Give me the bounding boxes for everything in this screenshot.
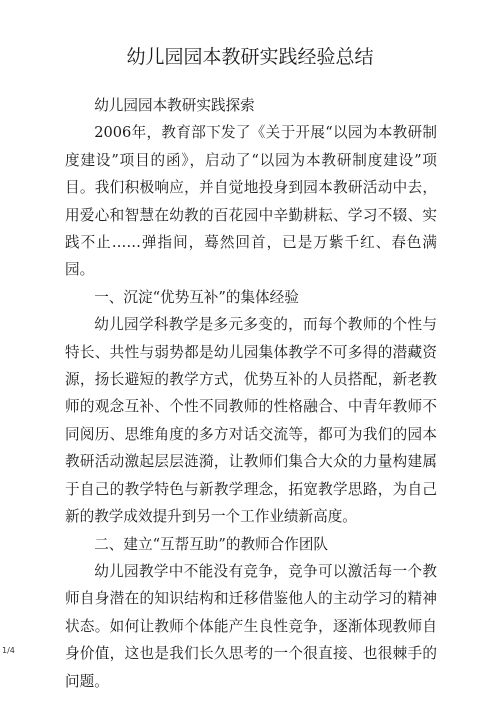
paragraph-2: 幼儿园教学中不能没有竞争，竞争可以激活每一个教师自身潜在的知识结构和迁移借鉴他人的主动学习的精神状态。如何让教师个体能产生良性竞争，逐渐体现教师自身价值，这也是我们长久思考的一个很直接、也很棘手的问题。 (65, 562, 437, 690)
document-title: 幼儿园园本教研实践经验总结 (126, 46, 374, 68)
section-subtitle: 幼儿园园本教研实践探索 (94, 97, 255, 114)
document-body (65, 92, 437, 695)
section-heading-1: 一、沉淀“优势互补”的集体经验 (94, 288, 299, 306)
section-heading-2: 二、建立“互帮互助”的教师合作团队 (94, 535, 329, 553)
page-number: 1/4 (2, 646, 15, 655)
paragraph-intro: 2006年，教育部下发了《关于开展“以园为本教研制度建设”项目的函》，启动了“以园为本教研制度建设”项目。我们积极响应，并自觉地投身到园本教研活动中去，用爱心和智慧在幼教的百花园中辛勤耕耘、学习不辍、实践不止……弹指间，蓦然回首，已是万紫千红、春色满园。 (65, 124, 437, 279)
paragraph-1: 幼儿园学科教学是多元多变的，而每个教师的个性与特长、共性与弱势都是幼儿园集体教学不可多得的潜藏资源，扬长避短的教学方式，优势互补的人员搭配，新老教师的观念互补、个性不同教师的性格融合、中青年教师不同阅历、思维角度的多方对话交流等，都可为我们的园本教研活动激起层层涟漪，让教师们集合大众的力量构建属于自己的教学特色与新教学理念，拓宽教学思路，为自己新的教学成效提升到另一个工作业绩新高度。 (65, 316, 437, 526)
